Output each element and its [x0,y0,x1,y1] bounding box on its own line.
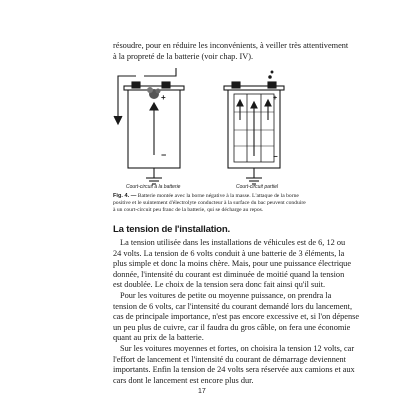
page-number: 17 [198,388,206,395]
terminal-left-neg [162,82,170,88]
figure-right-caption: Court-circuit partiel [236,184,278,190]
section-heading: La tension de l'installation. [113,224,230,235]
para3-line-2: l'effort de lancement et l'intensité du courant de démarrage deviennent [113,354,346,364]
minus-sign-right: − [273,152,278,161]
para1-line-3: plus simple et donc la moins chère. Mais, pour une puissance électrique [113,259,352,269]
para2-line-1: Pour les voitures de petite ou moyenne puissance, on prendra la [120,291,332,300]
para3-line-1: Sur les voitures moyennes et fortes, on choisira la tension 12 volts, car [120,344,355,353]
battery-figure [110,60,298,190]
figure-caption-line-3: à un court-circuit peu franc de la batterie, qui se décharge au repos. [113,207,264,213]
para1-line-5: est doublée. Le choix de la tension sera donc fait ainsi qu'il suit. [113,280,326,290]
para1-line-4: donnée, l'intensité du courant est diminuée de moitié quand la tension [113,269,345,279]
para2-line-2: tension de 6 volts, car l'intensité du courant demandé lors du lancement, [113,301,353,311]
terminal-left-pos [132,82,140,88]
para1-line-2: 24 volts. La tension de 6 volts conduit à une batterie de 3 éléments, la [113,248,345,258]
intro-line-2: à la propreté de la batterie (voir chap. IV). [113,52,254,61]
figure-caption-text-1: Batterie montée avec la borne négative à la masse. L'attaque de la borne [137,193,299,199]
figure-caption-line-2: positive et le suintement d'électrolyte conducteur à la surface du bac peuvent conduire [113,200,306,206]
battery-right [224,71,284,184]
figure-label: Fig. 4. — [113,193,137,199]
para3-line-3: importants. Enfin la tension de 24 volts sera réservée aux camions et aux [113,365,355,375]
plus-sign-left: + [161,93,166,102]
para2-line-3: cas de principale importance, n'est pas encore excessive et, si l'on dépense [113,312,360,322]
battery-left [114,68,184,184]
plus-sign-right: + [273,95,278,102]
intro-line-1: résoudre, pour en réduire les inconvénients, à veiller très attentivement [113,41,349,50]
para2-line-4: un peu plus de cuivre, car il faudra du gros câble, on fera une économie [113,322,351,332]
minus-sign-left: − [161,150,167,160]
para1-line-1: La tension utilisée dans les installations de véhicules est de 6, 12 ou [120,238,346,247]
para2-line-5: quant au prix de la batterie. [113,333,204,343]
figure-left-caption: Court-circuit à la batterie [126,184,181,190]
para3-line-4: cars dont le lancement est encore plus dur. [113,375,254,385]
